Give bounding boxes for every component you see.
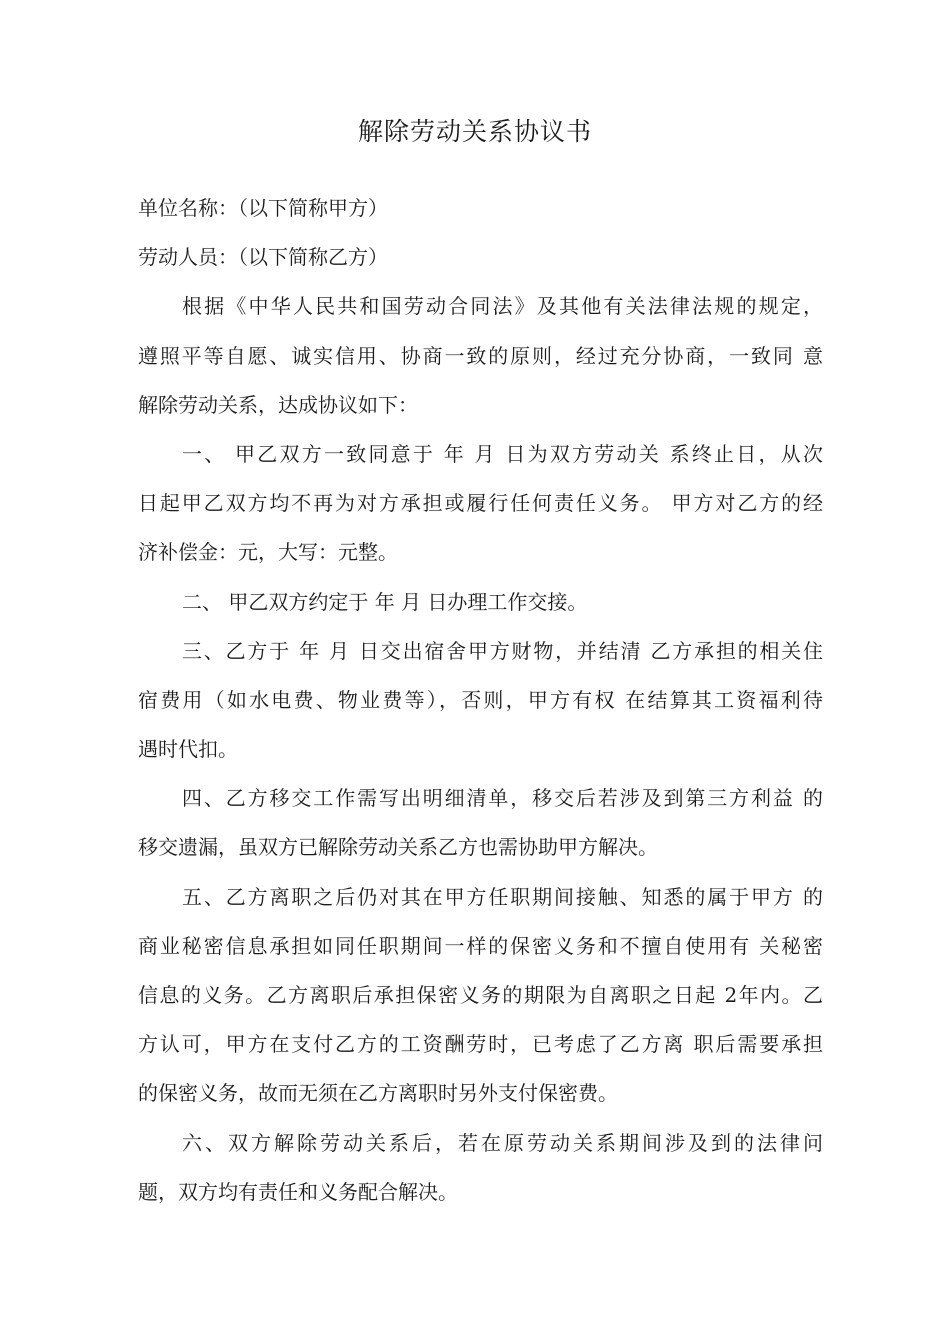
body-line: 方认可，甲方在支付乙方的工资酬劳时，已考虑了乙方离 职后需要承担 (138, 1032, 823, 1057)
body-line: 五、乙方离职之后仍对其在甲方任职期间接触、知悉的属于甲方 的 (182, 884, 823, 909)
body-line: 单位名称：（以下简称甲方） (138, 196, 388, 220)
body-line: 遵照平等自愿、诚实信用、协商一致的原则，经过充分协商，一致同 意 (138, 343, 823, 368)
body-line: 移交遗漏，虽双方已解除劳动关系乙方也需协助甲方解决。 (138, 835, 658, 860)
body-line: 三、乙方于 年 月 日交出宿舍甲方财物，并结清 乙方承担的相关住 (182, 638, 823, 663)
body-line: 的保密义务，故而无须在乙方离职时另外支付保密费。 (138, 1081, 618, 1106)
body-line: 劳动人员：（以下简称乙方） (138, 245, 388, 270)
body-line: 六、双方解除劳动关系后，若在原劳动关系期间涉及到的法律问 (182, 1130, 823, 1155)
body-line: 遇时代扣。 (138, 737, 238, 762)
body-line: 根据《中华人民共和国劳动合同法》及其他有关法律法规的规定， (182, 294, 823, 319)
body-line: 一、 甲乙双方一致同意于 年 月 日为双方劳动关 系终止日，从次 (182, 441, 823, 466)
document-body (138, 184, 823, 1217)
body-line: 信息的义务。乙方离职后承担保密义务的期限为自离职之日起 2年内。乙 (138, 983, 823, 1007)
document-title: 解除劳动关系协议书 (357, 117, 592, 146)
body-line: 商业秘密信息承担如同任职期间一样的保密义务和不擅自使用有 关秘密 (138, 933, 823, 958)
body-line: 二、 甲乙双方约定于 年 月 日办理工作交接。 (182, 589, 588, 614)
body-line: 日起甲乙双方均不再为对方承担或履行任何责任义务。 甲方对乙方的经 (138, 491, 823, 516)
body-line: 济补偿金：元，大写：元整。 (138, 540, 398, 565)
body-line: 解除劳动关系，达成协议如下： (138, 392, 418, 417)
body-line: 四、乙方移交工作需写出明细清单，移交后若涉及到第三方利益 的 (182, 786, 823, 811)
body-line: 题，双方均有责任和义务配合解决。 (138, 1179, 458, 1204)
body-line: 宿费用（如水电费、物业费等），否则，甲方有权 在结算其工资福利待 (138, 687, 823, 712)
